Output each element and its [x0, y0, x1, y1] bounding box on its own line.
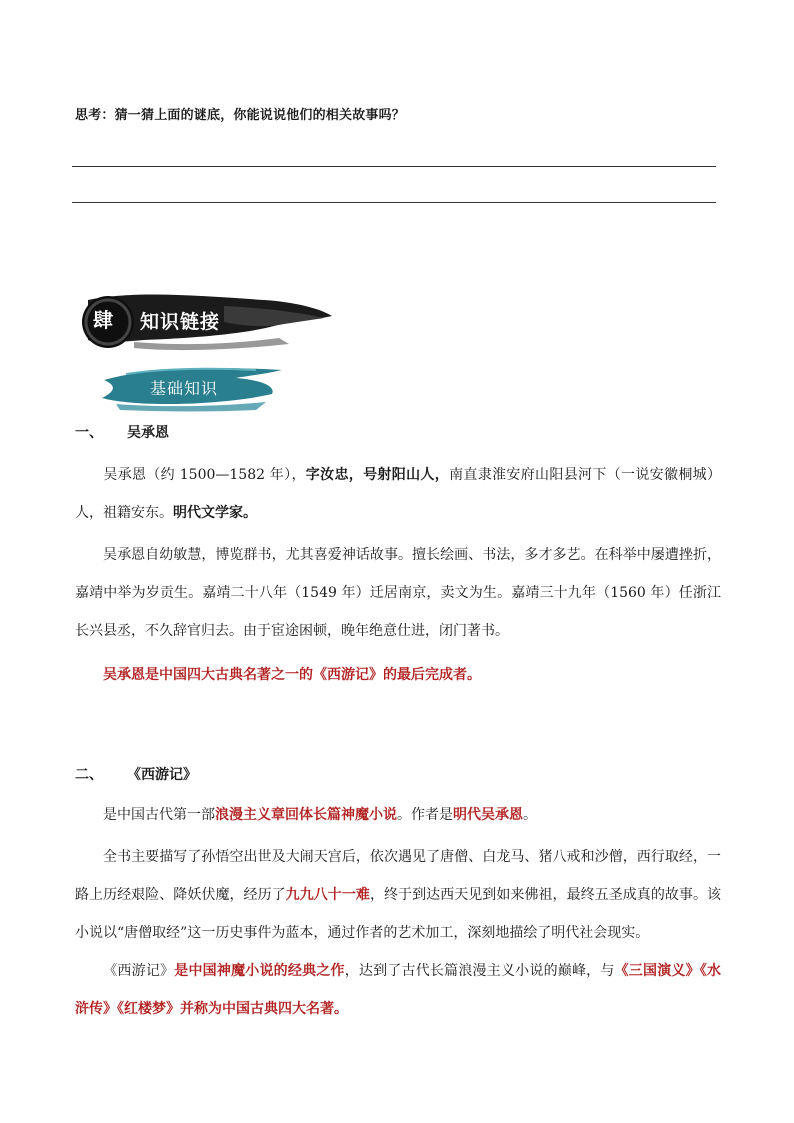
- text-run: 。: [523, 807, 537, 823]
- answer-line-2: [72, 202, 716, 203]
- section-1-number: 一、: [75, 425, 103, 441]
- text-run-red: 《三国演义》《水浒传》《红楼梦》: [75, 963, 722, 1017]
- banner-title: 知识链接: [140, 311, 221, 333]
- text-run-red: 并称为中国古典四大名著。: [180, 1001, 348, 1017]
- section-1-paragraph-1: [75, 456, 721, 532]
- think-prompt: 思考：猜一猜上面的谜底，你能说说他们的相关故事吗？: [75, 108, 406, 123]
- text-run: 吴承恩（约 1500—1582 年），: [103, 467, 306, 483]
- text-run-bold: 明代文学家。: [173, 505, 257, 521]
- section-2-title: 《西游记》: [127, 767, 197, 783]
- section-2-number: 二、: [75, 767, 103, 783]
- section-2-paragraph-2: [75, 838, 721, 952]
- text-run-red: 九九八十一难: [285, 887, 370, 903]
- section-2-heading: [75, 764, 197, 784]
- text-run: 全书主要描写了孙悟空出世及大闹天宫后，依次遇见了唐僧、白龙马、猪八戒和沙僧，西行取经，一路上历经艰险、降妖伏魔，经历了: [75, 849, 721, 903]
- text-run: 。作者是: [397, 807, 453, 823]
- text-run-red: 吴承恩是中国四大古典名著之一的《西游记》的最后完成者。: [103, 667, 481, 683]
- text-run: ，终于到达西天见到如来佛祖，最终五圣成真的故事。该小说以“唐僧取经”这一历史事件为蓝本，通过作者的艺术加工，深刻地描绘了明代社会现实。: [75, 887, 722, 941]
- text-run-red: 浪漫主义章回体长篇神魔小说: [215, 807, 397, 823]
- banner-number: 肆: [93, 308, 113, 332]
- sub-banner-title: 基础知识: [150, 379, 219, 398]
- section-2-paragraph-3: [75, 952, 721, 1028]
- text-run: ，达到了古代长篇浪漫主义小说的巅峰，与: [344, 963, 615, 979]
- section-1-heading: [75, 422, 169, 442]
- section-2-paragraph-1: [75, 796, 721, 834]
- text-run-red: 明代吴承恩: [453, 807, 523, 823]
- text-run: 《西游记》: [103, 963, 175, 979]
- answer-line-1: [72, 166, 716, 167]
- text-run: 是中国古代第一部: [103, 807, 215, 823]
- text-run-bold: 字汝忠，号射阳山人，: [305, 467, 450, 483]
- section-1-paragraph-2: [75, 536, 721, 650]
- text-run-red: 是: [174, 963, 189, 979]
- text-run-red: 中国神魔小说的经典之作: [188, 963, 345, 979]
- text-run: 南直隶淮安府山阳县河下（一说安徽桐城）人，祖籍安东。: [75, 467, 721, 521]
- section-1-paragraph-3: [75, 656, 721, 694]
- text-run: 吴承恩自幼敏慧，博览群书，尤其喜爱神话故事。擅长绘画、书法，多才多艺。在科举中屡遭挫折，嘉靖中举为岁贡生。嘉靖二十八年（1549 年）迁居南京，卖文为生。嘉靖三十九年（1560 年）任浙江长兴县丞，不久辞官归去。由于宦途困顿，晚年绝意仕进，闭门著书。: [75, 547, 721, 639]
- section-1-title: 吴承恩: [127, 425, 169, 441]
